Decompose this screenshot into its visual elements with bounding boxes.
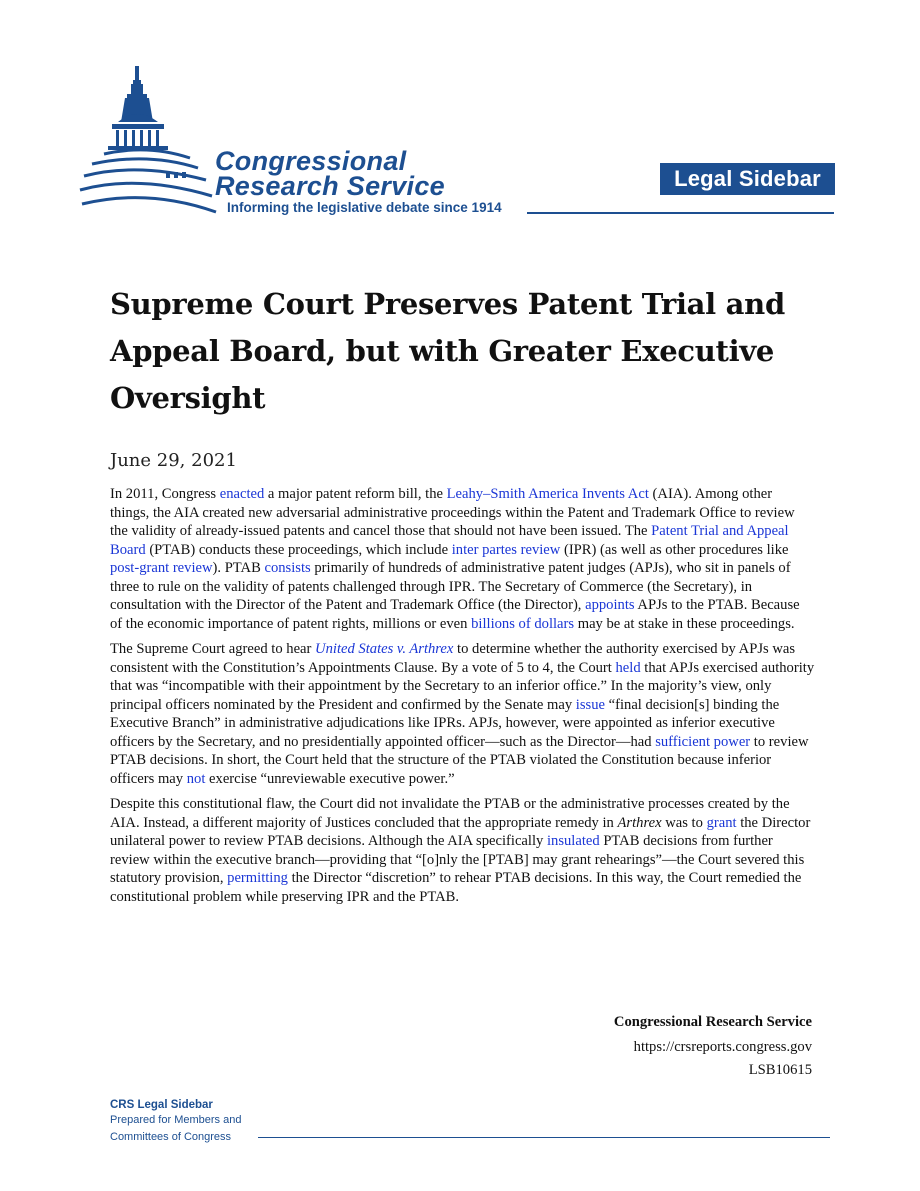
paragraph-text: In 2011, Congress xyxy=(110,486,220,502)
header-divider xyxy=(527,212,834,214)
footer-divider xyxy=(258,1137,830,1138)
inline-link[interactable]: sufficient power xyxy=(655,733,751,750)
footer-line3: Committees of Congress xyxy=(110,1131,232,1143)
paragraph-text: The Supreme Court agreed to hear xyxy=(110,641,316,657)
inline-link[interactable]: permitting xyxy=(227,870,288,886)
paragraph-text: was to xyxy=(661,814,707,831)
inline-link[interactable]: held xyxy=(615,659,641,676)
paragraph-2 xyxy=(110,640,815,788)
org-name-line2: Research Service xyxy=(215,171,445,201)
inline-link[interactable]: inter partes review xyxy=(451,541,561,558)
article-body xyxy=(110,485,815,913)
legal-sidebar-badge: Legal Sidebar xyxy=(660,163,835,195)
inline-link[interactable]: Patent Trial and Appeal Board xyxy=(110,523,789,558)
page-title: Supreme Court Preserves Patent Trial and Appeal Board, but with Greater Executive Oversight xyxy=(110,287,785,415)
inline-link[interactable]: issue xyxy=(575,696,605,713)
inline-link[interactable]: consists xyxy=(264,560,311,576)
paragraph-text: Despite this constitutional flaw, the Court did not invalidate the PTAB or the administrative processes created by the AIA. Instead, a different majority of Justices concluded that the appropriate remedy in xyxy=(110,796,790,831)
inline-link[interactable]: United States v. Arthrex xyxy=(315,641,454,657)
paragraph-text: APJs to the PTAB. Because of the economic importance of patent rights, millions or even xyxy=(110,597,800,632)
paragraph-text: may be at stake in these proceedings. xyxy=(574,615,795,632)
capitol-dome-logo xyxy=(78,62,218,217)
paragraph-text: to review PTAB decisions. In short, the Court held that the structure of the PTAB violated the Constitution because inferior officers may xyxy=(110,733,809,787)
signature-url[interactable]: https://crsreports.congress.gov xyxy=(633,1039,812,1055)
signature-org: Congressional Research Service xyxy=(613,1014,812,1030)
paragraph-text: ). PTAB xyxy=(212,560,265,576)
footer-line2: Prepared for Members and xyxy=(110,1114,242,1126)
paragraph-1 xyxy=(110,485,815,633)
inline-link[interactable]: billions of dollars xyxy=(471,615,575,632)
paragraph-text: (AIA). Among other things, the AIA created new adversarial administrative proceedings within the Patent and Trademark Office to review the validity of already-issued patents and cancel those that should not have been issued. The xyxy=(110,486,795,539)
paragraph-text: “final decision[s] binding the Executive Branch” in administrative adjudications like IPRs. APJs, however, were appointed as inferior executive officers by the Secretary, and no presidentially appointed officer—such as the Director—had xyxy=(110,696,780,750)
paragraph-text: a major patent reform bill, the xyxy=(264,486,447,502)
paragraph-text: PTAB decisions from further review within the executive branch—providing that “[o]nly the [PTAB] may grant rehearings”—the Court severed this statutory provision, xyxy=(110,833,805,886)
footer-title: CRS Legal Sidebar xyxy=(110,1099,213,1111)
publication-date: June 29, 2021 xyxy=(110,450,237,471)
paragraph-text: to determine whether the authority exercised by APJs was consistent with the Constitution’s Appointments Clause. By a vote of 5 to 4, the Court xyxy=(110,641,796,676)
paragraph-3 xyxy=(110,795,815,906)
paragraph-text: exercise “unreviewable executive power.” xyxy=(205,770,455,787)
paragraph-text: the Director “discretion” to rehear PTAB decisions. In this way, the Court remedied the constitutional problem while preserving IPR and the PTAB. xyxy=(110,870,802,905)
inline-link[interactable]: grant xyxy=(706,814,737,831)
inline-link[interactable]: insulated xyxy=(546,833,600,849)
report-id: LSB10615 xyxy=(748,1062,812,1078)
org-name-line1: Congressional xyxy=(215,146,407,176)
paragraph-text: that APJs exercised authority that was “incompatible with their appointment by the Secretary to an inferior office.” In the majority’s view, only principal officers nominated by the President and confirmed by the Senate may xyxy=(110,659,815,713)
paragraph-text: (IPR) (as well as other procedures like xyxy=(560,541,789,558)
org-tagline: Informing the legislative debate since 1914 xyxy=(227,200,502,215)
paragraph-text: (PTAB) conducts these proceedings, which include xyxy=(145,541,452,558)
inline-link[interactable]: not xyxy=(186,770,206,787)
inline-link[interactable]: post-grant review xyxy=(110,560,213,576)
inline-link[interactable]: enacted xyxy=(219,486,265,502)
paragraph-text: primarily of hundreds of administrative patent judges (APJs), who sit in panels of three to rule on the validity of patents challenged through IPR. The Secretary of Commerce (the Secretary), in consultation with the Director of the Patent and Trademark Office (the Director), xyxy=(110,560,791,613)
inline-link[interactable]: appoints xyxy=(585,597,635,613)
paragraph-text: Arthrex xyxy=(617,814,662,831)
inline-link[interactable]: Leahy–Smith America Invents Act xyxy=(446,486,649,502)
paragraph-text: the Director unilateral power to review PTAB decisions. Although the AIA specifically xyxy=(110,814,811,849)
